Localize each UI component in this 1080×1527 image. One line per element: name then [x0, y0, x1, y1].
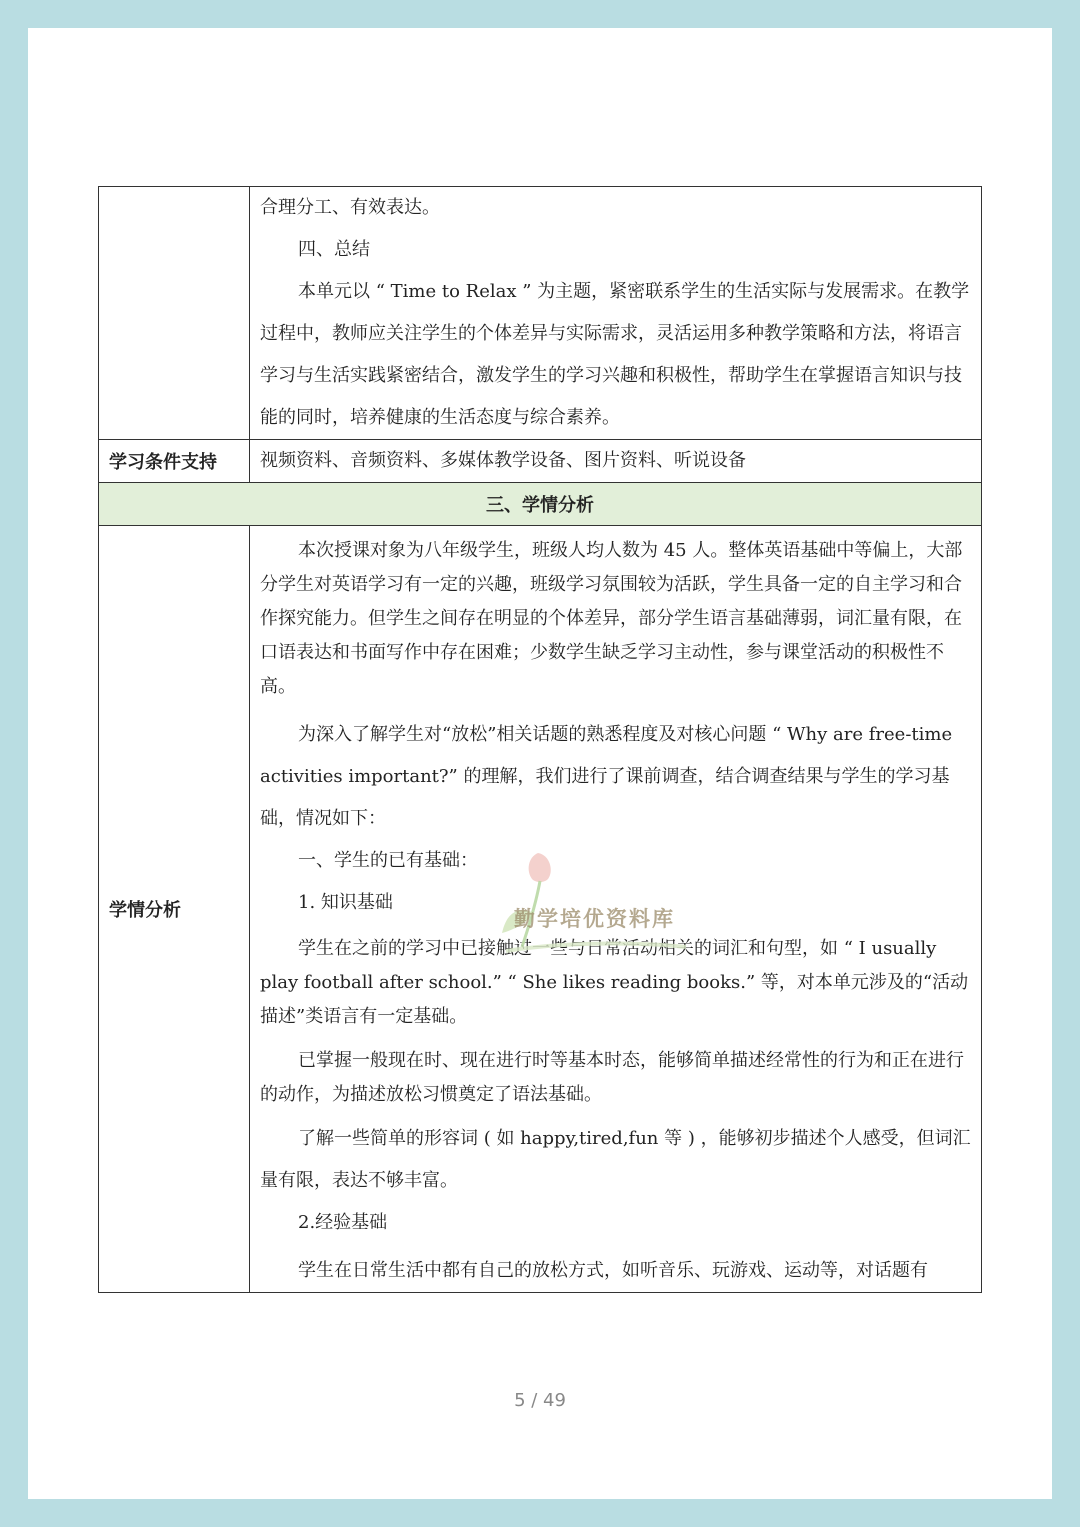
summary-heading: 四、总结: [298, 239, 370, 260]
analysis-paragraph: 学生在日常生活中都有自己的放松方式，如听音乐、玩游戏、运动等，对话题有: [298, 1260, 928, 1281]
analysis-paragraph: 已掌握一般现在时、现在进行时等基本时态，能够简单描述经常性的行为和正在进行的动作，为描述放松习惯奠定了语法基础。: [260, 1050, 964, 1105]
continued-row-content: [250, 187, 982, 440]
text-line: 合理分工、有效表达。: [260, 197, 440, 218]
conditions-row: [99, 440, 982, 483]
conditions-value: 视频资料、音频资料、多媒体教学设备、图片资料、听说设备: [250, 440, 982, 483]
analysis-subheading: 1. 知识基础: [298, 892, 393, 913]
continued-row: [99, 187, 982, 440]
watermark-text: 勤学培优资料库: [514, 907, 675, 931]
section-header-row: [99, 483, 982, 526]
page-number: 5 / 49: [514, 1390, 566, 1411]
section-title: 三、学情分析: [99, 483, 982, 526]
analysis-paragraph: 了解一些简单的形容词 ( 如 happy,tired,fun 等 ) ，能够初步描述个人感受，但词汇量有限，表达不够丰富。: [260, 1128, 971, 1191]
analysis-label: 学情分析: [99, 526, 250, 1293]
continued-row-label: [99, 187, 250, 440]
conditions-label: 学习条件支持: [99, 440, 250, 483]
analysis-subheading: 2.经验基础: [298, 1212, 388, 1233]
watermark: [476, 843, 706, 963]
lesson-plan-table: [98, 186, 982, 1293]
analysis-paragraph: 为深入了解学生对“放松”相关话题的熟悉程度及对核心问题 “ Why are free-time activities important?” 的理解，我们进行了课前调查，结合调查结果与学生的学习基础，情况如下：: [260, 724, 953, 829]
document-page: [28, 28, 1052, 1499]
analysis-paragraph: 学生在之前的学习中已接触过一些与日常活动相关的词汇和句型，如 “ I usually play football after school.” “ She likes reading books.” 等，对本单元涉及的“活动描述”类语言有一定基础。: [260, 938, 969, 1027]
analysis-paragraph: 本次授课对象为八年级学生，班级人均人数为 45 人。整体英语基础中等偏上，大部分学生对英语学习有一定的兴趣，班级学习氛围较为活跃，学生具备一定的自主学习和合作探究能力。但学生之间存在明显的个体差异，部分学生语言基础薄弱，词汇量有限，在口语表达和书面写作中存在困难；少数学生缺乏学习主动性，参与课堂活动的积极性不高。: [260, 540, 963, 697]
summary-paragraph: 本单元以 “ Time to Relax ” 为主题，紧密联系学生的生活实际与发展需求。在教学过程中，教师应关注学生的个体差异与实际需求，灵活运用多种教学策略和方法，将语言学习与生活实践紧密结合，激发学生的学习兴趣和积极性，帮助学生在掌握语言知识与技能的同时，培养健康的生活态度与综合素养。: [260, 281, 970, 428]
analysis-heading: 一、学生的已有基础：: [298, 850, 478, 871]
